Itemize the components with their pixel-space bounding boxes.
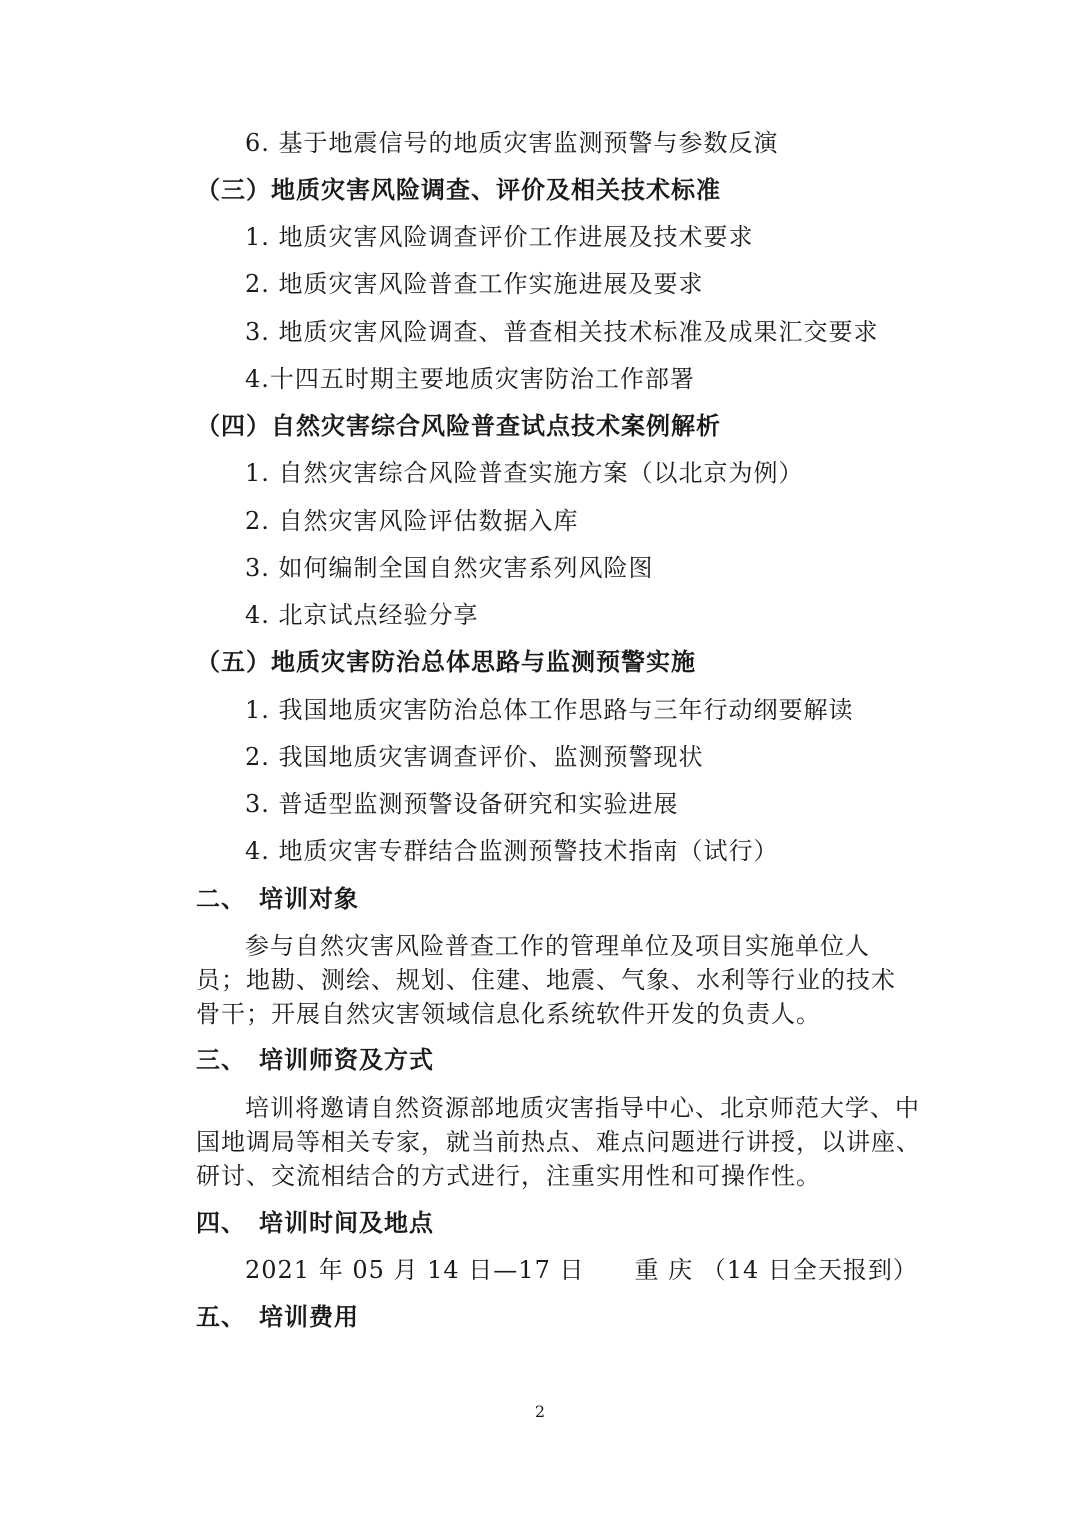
section-heading: 四、 培训时间及地点 <box>196 1208 434 1237</box>
list-item: 3. 地质灾害风险调查、普查相关技术标准及成果汇交要求 <box>245 318 879 346</box>
list-item: 2. 地质灾害风险普查工作实施进展及要求 <box>245 270 704 298</box>
list-item: 2. 我国地质灾害调查评价、监测预警现状 <box>245 743 704 771</box>
list-item: 1. 自然灾害综合风险普查实施方案（以北京为例） <box>245 459 804 487</box>
page-number: 2 <box>534 1402 546 1421</box>
list-item: 3. 如何编制全国自然灾害系列风险图 <box>245 554 654 582</box>
paragraph-line: 参与自然灾害风险普查工作的管理单位及项目实施单位人 <box>245 932 870 960</box>
list-item: 2. 自然灾害风险评估数据入库 <box>245 507 579 535</box>
list-item: 6. 基于地震信号的地质灾害监测预警与参数反演 <box>245 129 779 157</box>
paragraph-line: 员；地勘、测绘、规划、住建、地震、气象、水利等行业的技术 <box>196 966 896 994</box>
list-item: 4. 北京试点经验分享 <box>245 601 479 629</box>
list-item: 4. 地质灾害专群结合监测预警技术指南（试行） <box>245 837 779 865</box>
section-heading: （四）自然灾害综合风险普查试点技术案例解析 <box>196 411 721 440</box>
list-item: 3. 普适型监测预警设备研究和实验进展 <box>245 790 679 818</box>
paragraph-line: 2021 年 05 月 14 日—17 日 重 庆 （14 日全天报到） <box>245 1256 918 1284</box>
list-item: 4.十四五时期主要地质灾害防治工作部署 <box>245 365 695 393</box>
paragraph-line: 骨干；开展自然灾害领域信息化系统软件开发的负责人。 <box>196 1000 821 1028</box>
section-heading: 三、 培训师资及方式 <box>196 1045 434 1074</box>
section-heading: 二、 培训对象 <box>196 884 359 913</box>
list-item: 1. 我国地质灾害防治总体工作思路与三年行动纲要解读 <box>245 696 854 724</box>
section-heading: 五、 培训费用 <box>196 1302 359 1331</box>
section-heading: （五）地质灾害防治总体思路与监测预警实施 <box>196 647 696 676</box>
paragraph-line: 培训将邀请自然资源部地质灾害指导中心、北京师范大学、中 <box>245 1094 920 1122</box>
paragraph-line: 国地调局等相关专家，就当前热点、难点问题进行讲授，以讲座、 <box>196 1128 921 1156</box>
section-heading: （三）地质灾害风险调查、评价及相关技术标准 <box>196 175 721 204</box>
list-item: 1. 地质灾害风险调查评价工作进展及技术要求 <box>245 223 754 251</box>
paragraph-line: 研讨、交流相结合的方式进行，注重实用性和可操作性。 <box>196 1162 821 1190</box>
